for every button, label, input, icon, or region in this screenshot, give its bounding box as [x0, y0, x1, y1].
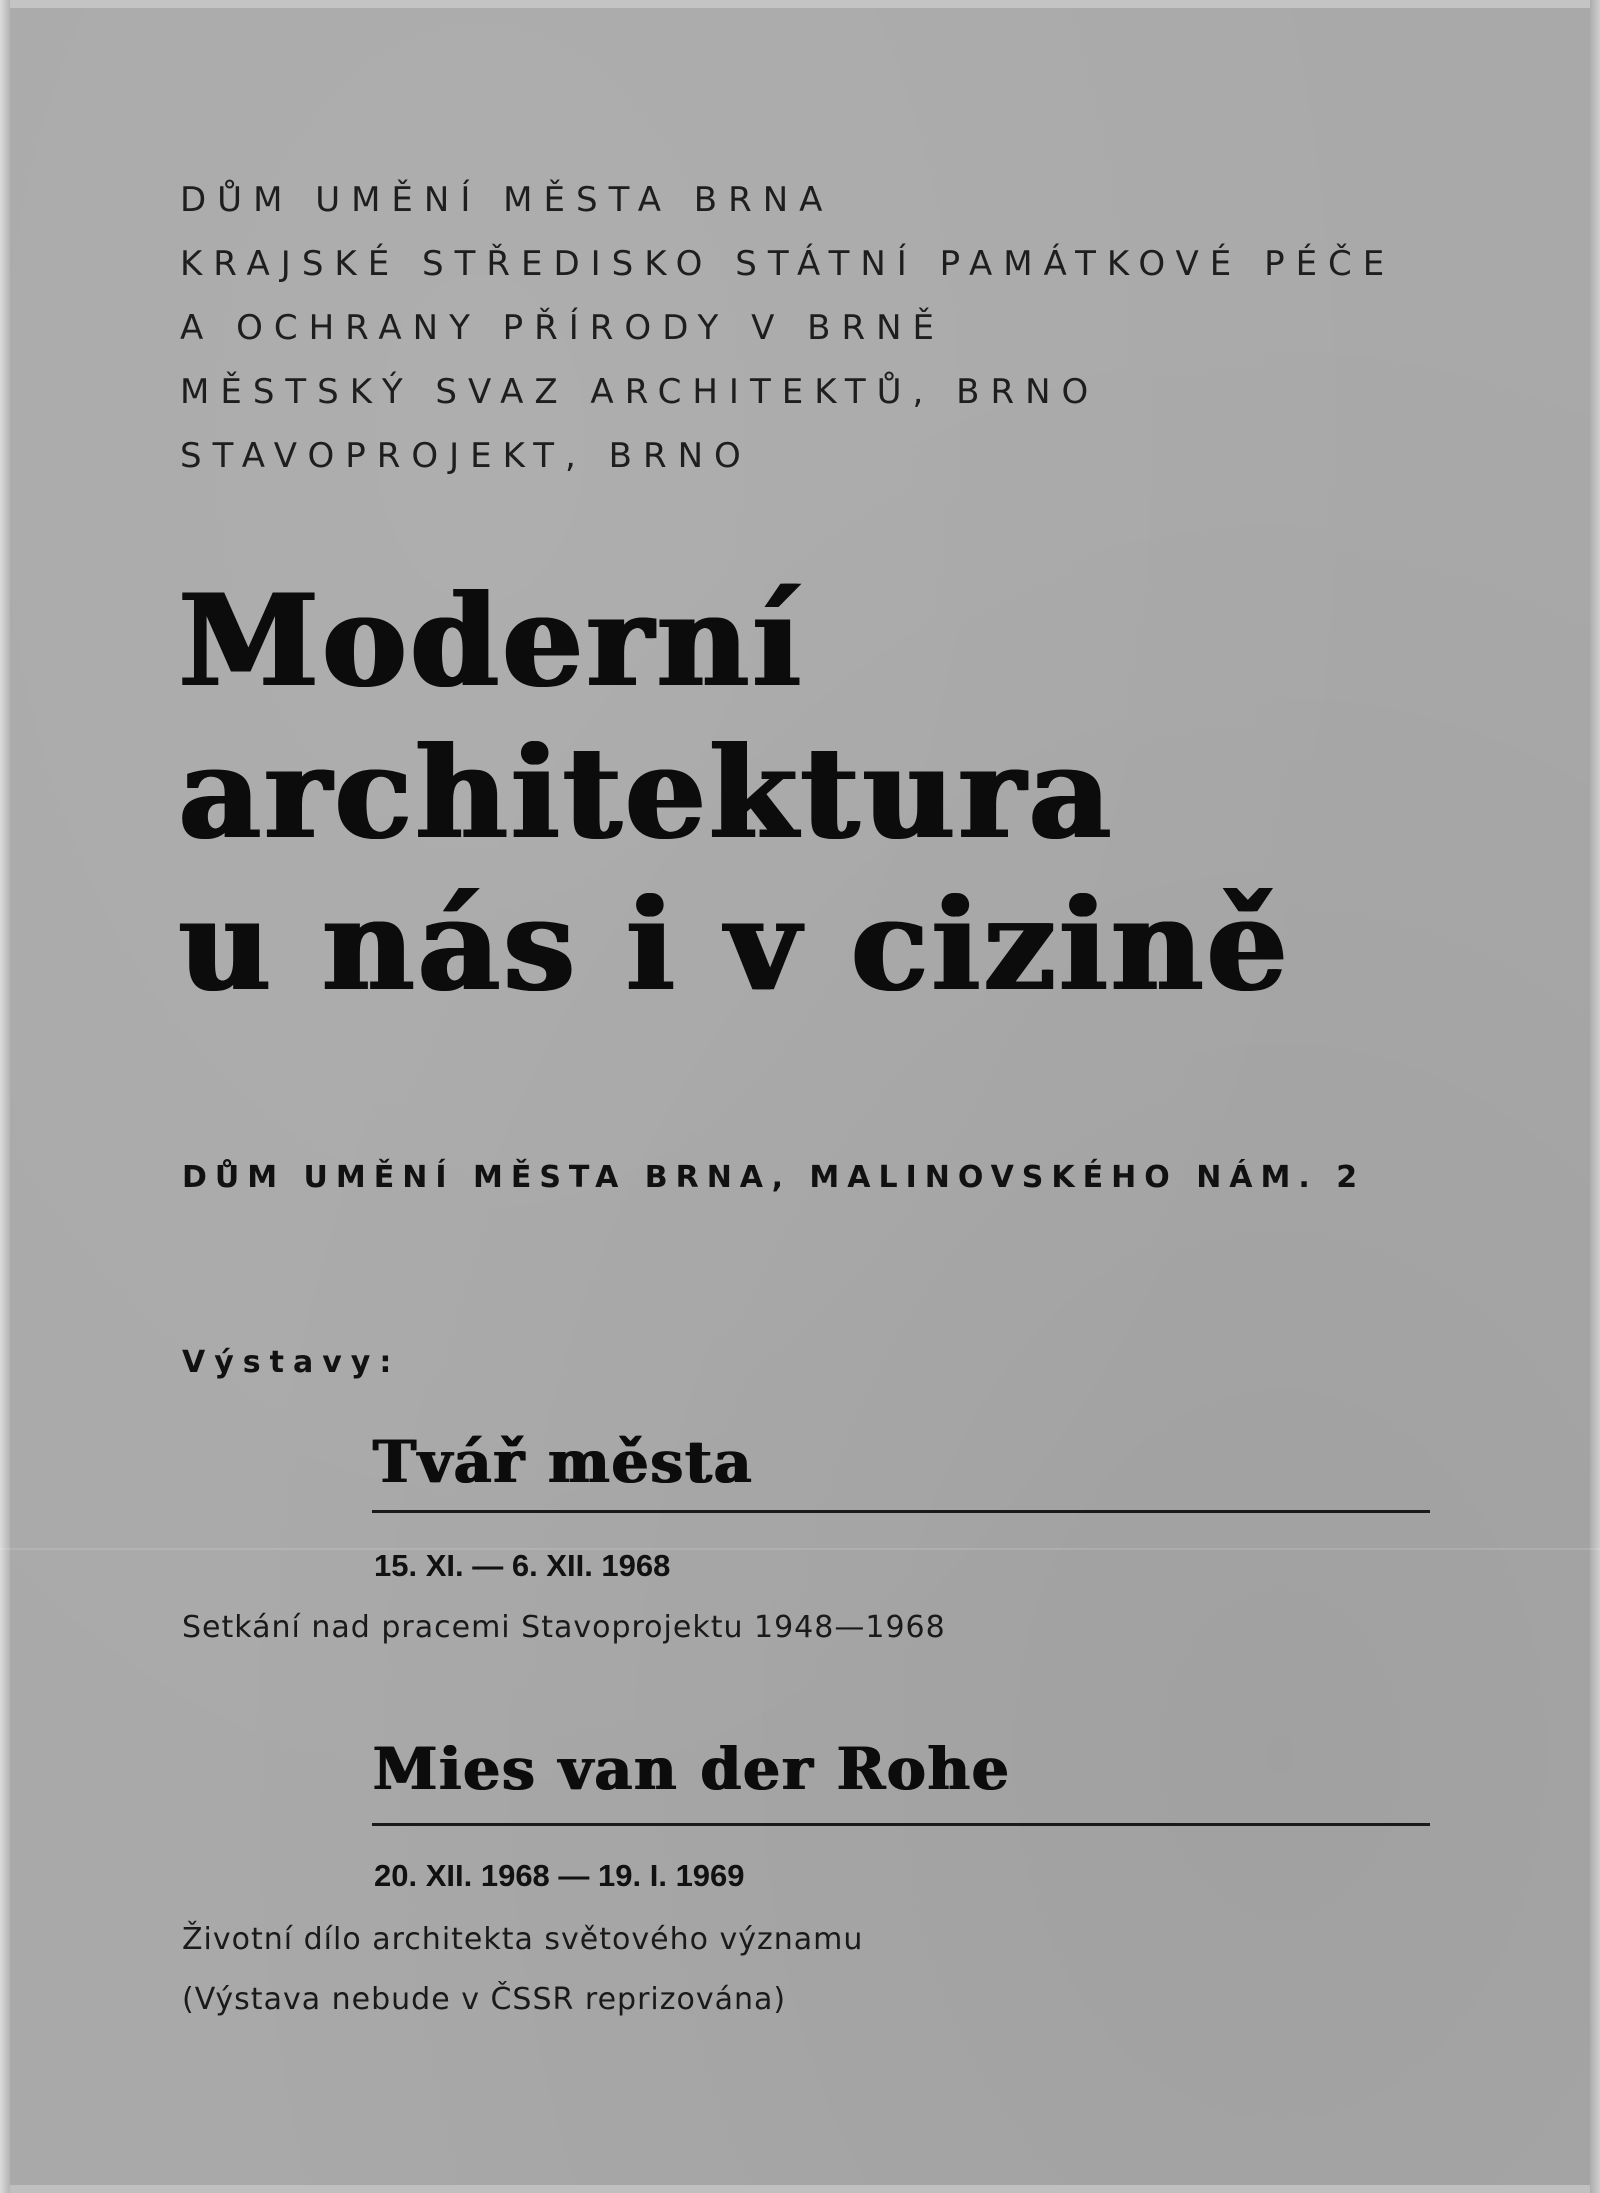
- organizer-line: DŮM UMĚNÍ MĚSTA BRNA: [180, 180, 834, 220]
- exhibition-title: Mies van der Rohe: [372, 1735, 1010, 1803]
- exhibition-title: Tvář města: [372, 1428, 753, 1496]
- paper-edge-top: [0, 0, 1600, 8]
- exhibition-description: Setkání nad pracemi Stavoprojektu 1948—1968: [182, 1610, 946, 1645]
- paper-edge-right: [1590, 0, 1600, 2193]
- paper-edge-bottom: [0, 2185, 1600, 2193]
- organizer-line: KRAJSKÉ STŘEDISKO STÁTNÍ PAMÁTKOVÉ PÉČE: [180, 244, 1396, 284]
- exhibitions-label: Výstavy:: [182, 1345, 401, 1380]
- venue-address: DŮM UMĚNÍ MĚSTA BRNA, MALINOVSKÉHO NÁM. 2: [182, 1160, 1366, 1195]
- organizer-line: STAVOPROJEKT, BRNO: [180, 436, 752, 476]
- exhibition-note: (Výstava nebude v ČSSR reprizována): [182, 1982, 787, 2017]
- divider-rule: [372, 1510, 1430, 1513]
- exhibition-dates: 20. XII. 1968 — 19. I. 1969: [374, 1858, 745, 1893]
- organizer-line: MĚSTSKÝ SVAZ ARCHITEKTŮ, BRNO: [180, 372, 1100, 412]
- title-line-1: Moderní: [178, 567, 804, 715]
- paper-edge-left: [0, 0, 10, 2193]
- title-line-2: architektura: [178, 719, 1114, 867]
- exhibition-description: Životní dílo architekta světového významu: [182, 1922, 864, 1957]
- exhibition-dates: 15. XI. — 6. XII. 1968: [374, 1548, 671, 1583]
- title-line-3: u nás i v cizině: [178, 871, 1291, 1019]
- poster-title: [178, 565, 1290, 1021]
- divider-rule: [372, 1823, 1430, 1826]
- organizers-list: [180, 168, 1395, 488]
- organizer-line: A OCHRANY PŘÍRODY V BRNĚ: [180, 308, 946, 348]
- paper-fold-line: [0, 1548, 1600, 1550]
